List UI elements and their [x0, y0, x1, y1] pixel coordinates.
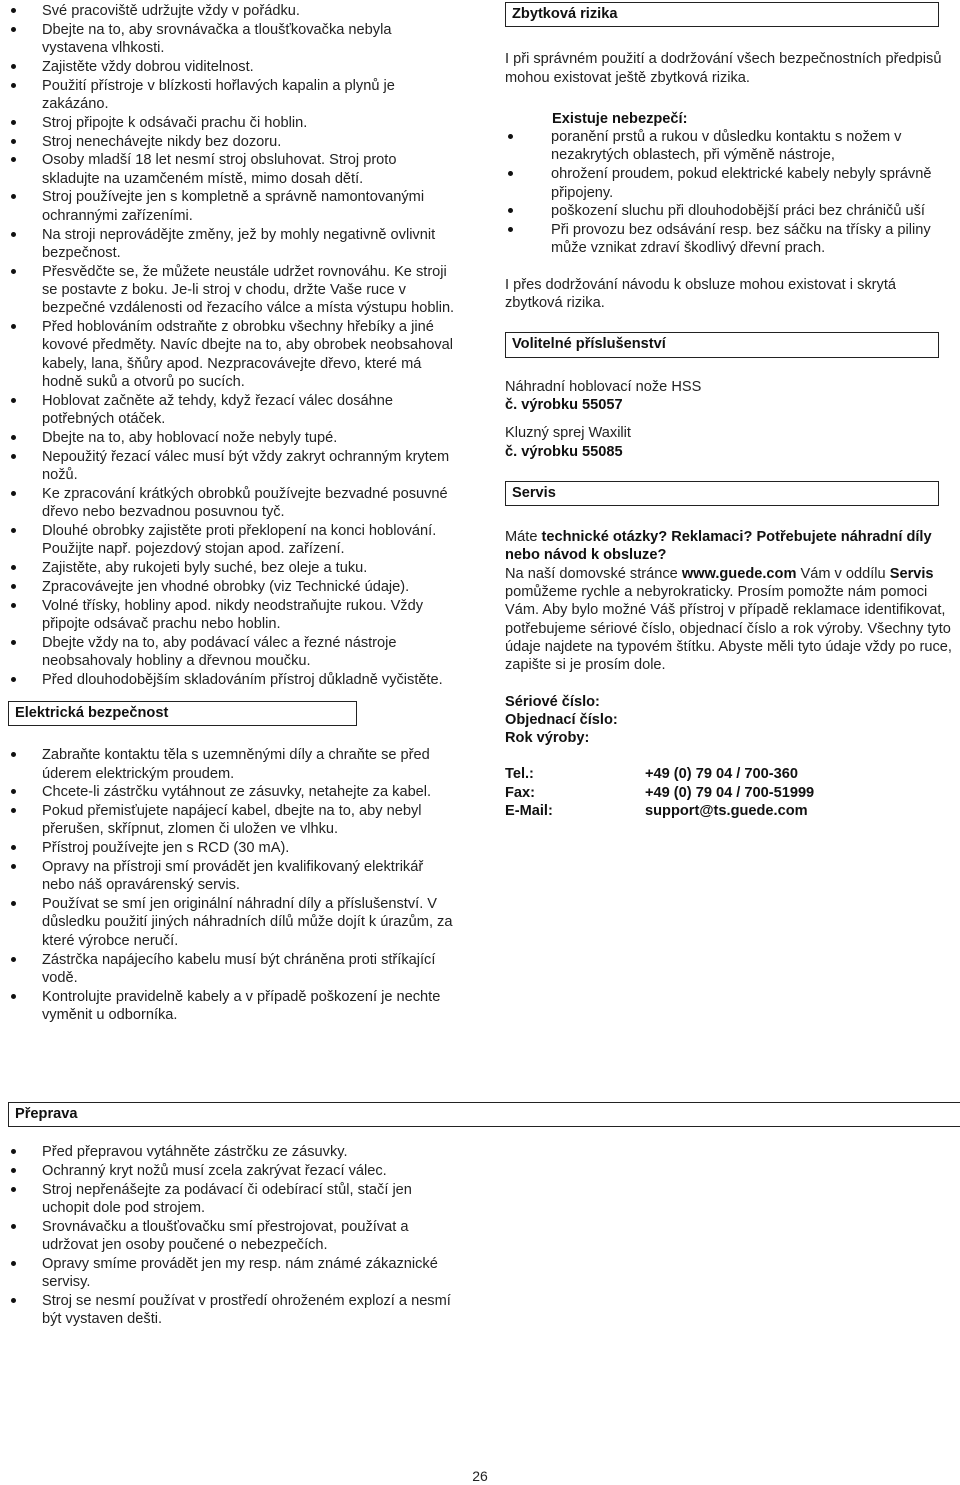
website-link[interactable]: www.guede.com [681, 565, 797, 582]
list-item: Zástrčka napájecího kabelu musí být chráněna proti stříkající vodě. [8, 951, 456, 988]
accessory-2-number: č. výrobku 55085 [505, 443, 623, 460]
list-item: Opravy na přístroji smí provádět jen kvalifikovaný elektrikář nebo náš opravárenský servis. [8, 858, 456, 895]
list-item: Zabraňte kontaktu těla s uzemněnými díly a chraňte se před úderem elektrickým proudem. [8, 746, 456, 783]
residual-intro: I při správném použití a dodržování všech bezpečnostních předpisů mohou existovat ještě zbytková rizika. [505, 51, 942, 86]
danger-title: Existuje nebezpečí: [552, 110, 688, 127]
list-item: Použití přístroje v blízkosti hořlavých kapalin a plynů je zakázáno. [8, 77, 456, 114]
accessories-heading: Volitelné příslušenství [505, 332, 939, 357]
list-item: Své pracoviště udržujte vždy v pořádku. [8, 2, 456, 20]
list-item: Zpracovávejte jen vhodné obrobky (viz Technické údaje). [8, 578, 456, 596]
list-item: Nepoužitý řezací válec musí být vždy zakryt ochranným krytem nožů. [8, 448, 456, 485]
list-item: Stroj se nesmí používat v prostředí ohroženém explozí a nesmí být vystaven dešti. [8, 1292, 456, 1329]
electrical-safety-heading: Elektrická bezpečnost [8, 701, 357, 726]
list-item: Přístroj používejte jen s RCD (30 mA). [8, 839, 456, 857]
list-item: Stroj připojte k odsávači prachu či hoblin. [8, 114, 456, 132]
page-number: 26 [472, 1468, 488, 1484]
contact-block [505, 765, 953, 820]
service-heading: Servis [505, 481, 939, 506]
contact-row-fax: Fax: +49 (0) 79 04 / 700-51999 [505, 784, 815, 801]
list-item: Přesvědčte se, že můžete neustále udržet rovnováhu. Ke stroji se postavte z boku. Je-li stroj v chodu, držte Vaše ruce v bezpečné vzdálenosti od řezacího válce a místa výstupu hoblin. [8, 263, 456, 318]
accessory-2-name: Kluzný sprej Waxilit [505, 425, 631, 442]
list-item: Před hoblováním odstraňte z obrobku všechny hřebíky a jiné kovové předměty. Navíc dbejte na to, aby obrobek neobsahoval kabely, lana, šňůry apod. Nezpracovávejte dřevo, které má hodně suků a otvorů po sucích. [8, 318, 456, 391]
list-item: Dbejte na to, aby srovnávačka a tloušťkovačka nebyla vystavena vlhkosti. [8, 21, 456, 58]
left-column [8, 2, 456, 1025]
safety-list [8, 2, 456, 689]
list-item: Zajistěte, aby rukojeti byly suché, bez oleje a tuku. [8, 559, 456, 577]
list-item: Při provozu bez odsávání resp. bez sáčku na třísky a piliny může vznikat zdraví škodlivý dřevní prach. [505, 221, 953, 258]
list-item: Ke zpracování krátkých obrobků používejte bezvadné posuvné dřevo nebo bezvadnou posuvnou tyč. [8, 485, 456, 522]
list-item: Zajistěte vždy dobrou viditelnost. [8, 58, 456, 76]
list-item: Dlouhé obrobky zajistěte proti překlopení na konci hoblování. Použijte např. pojezdový stojan apod. zařízení. [8, 522, 456, 559]
list-item: Chcete-li zástrčku vytáhnout ze zásuvky, netahejte za kabel. [8, 783, 456, 801]
electrical-safety-list [8, 746, 456, 1024]
transport-heading: Přeprava [8, 1102, 960, 1127]
list-item: ohrožení proudem, pokud elektrické kabely nebyly správně připojeny. [505, 165, 953, 202]
service-question: Máte technické otázky? Reklamaci? Potřebujete náhradní díly nebo návod k obsluze? [505, 529, 932, 564]
right-column [505, 2, 953, 820]
list-item: Stroj nepřenášejte za podávací či odebírací stůl, stačí jen uchopit dole pod strojem. [8, 1181, 456, 1218]
serial-number-label: Sériové číslo: [505, 693, 600, 710]
order-number-label: Objednací číslo: [505, 711, 618, 728]
list-item: Srovnávačku a tloušťovačku smí přestrojovat, používat a udržovat jen osoby poučené o nebezpečích. [8, 1218, 456, 1255]
list-item: Osoby mladší 18 let nesmí stroj obsluhovat. Stroj proto skladujte na uzamčeném místě, mimo dosah dětí. [8, 151, 456, 188]
residual-outro: I přes dodržování návodu k obsluze mohou existovat i skrytá zbytková rizika. [505, 276, 896, 312]
list-item: Používat se smí jen originální náhradní díly a příslušenství. V důsledku použití jiných náhradních dílů může dojít k úrazům, za které výrobce neručí. [8, 895, 456, 950]
service-text: Na naší domovské stránce www.guede.com Vám v oddílu Servis pomůžeme rychle a nebyrokraticky. Prosím pomožte nám pomoci Vám. Aby bylo možné Váš přístroj v případě reklamace identifikovat, potřebujeme sériové číslo, objednací číslo a rok výroby. Všechny tyto údaje najdete na typovém štítku. Abyste měli tyto údaje vždy po ruce, zapište si je prosím dole. [505, 565, 952, 674]
list-item: Na stroji neprovádějte změny, jež by mohly negativně ovlivnit bezpečnost. [8, 226, 456, 263]
list-item: poranění prstů a rukou v důsledku kontaktu s nožem v nezakrytých oblastech, při výměně nástroje, [505, 128, 953, 165]
list-item: poškození sluchu při dlouhodobější práci bez chráničů uší [505, 202, 953, 220]
list-item: Ochranný kryt nožů musí zcela zakrývat řezací válec. [8, 1162, 456, 1180]
list-item: Stroj používejte jen s kompletně a správně namontovanými ochrannými zařízeními. [8, 188, 456, 225]
list-item: Volné třísky, hobliny apod. nikdy neodstraňujte rukou. Vždy připojte odsávač prachu nebo hoblin. [8, 597, 456, 634]
email-address[interactable]: support@ts.guede.com [645, 803, 808, 819]
list-item: Před přepravou vytáhněte zástrčku ze zásuvky. [8, 1143, 456, 1161]
list-item: Opravy smíme provádět jen my resp. nám známé zákaznické servisy. [8, 1255, 456, 1292]
residual-risks-heading: Zbytková rizika [505, 2, 939, 27]
fax-number: +49 (0) 79 04 / 700-51999 [645, 784, 815, 801]
contact-row-tel: Tel.: +49 (0) 79 04 / 700-360 [505, 766, 798, 783]
phone-number: +49 (0) 79 04 / 700-360 [645, 766, 798, 783]
transport-list [8, 1143, 456, 1329]
residual-risks-list [505, 128, 953, 258]
list-item: Stroj nenechávejte nikdy bez dozoru. [8, 133, 456, 151]
list-item: Dbejte na to, aby hoblovací nože nebyly tupé. [8, 429, 456, 447]
list-item: Před dlouhodobějším skladováním přístroj důkladně vyčistěte. [8, 671, 456, 689]
accessory-1-number: č. výrobku 55057 [505, 396, 623, 413]
list-item: Hoblovat začněte až tehdy, když řezací válec dosáhne potřebných otáček. [8, 392, 456, 429]
accessory-1-name: Náhradní hoblovací nože HSS [505, 378, 702, 395]
contact-row-email: E-Mail: support@ts.guede.com [505, 803, 808, 819]
list-item: Dbejte vždy na to, aby podávací válec a řezné nástroje neobsahovaly hobliny a dřevnou moučku. [8, 634, 456, 671]
list-item: Pokud přemisťujete napájecí kabel, dbejte na to, aby nebyl přerušen, skřípnut, zlomen či uložen ve vlhku. [8, 802, 456, 839]
list-item: Kontrolujte pravidelně kabely a v případě poškození je nechte vyměnit u odborníka. [8, 988, 456, 1025]
year-label: Rok výroby: [505, 730, 590, 747]
